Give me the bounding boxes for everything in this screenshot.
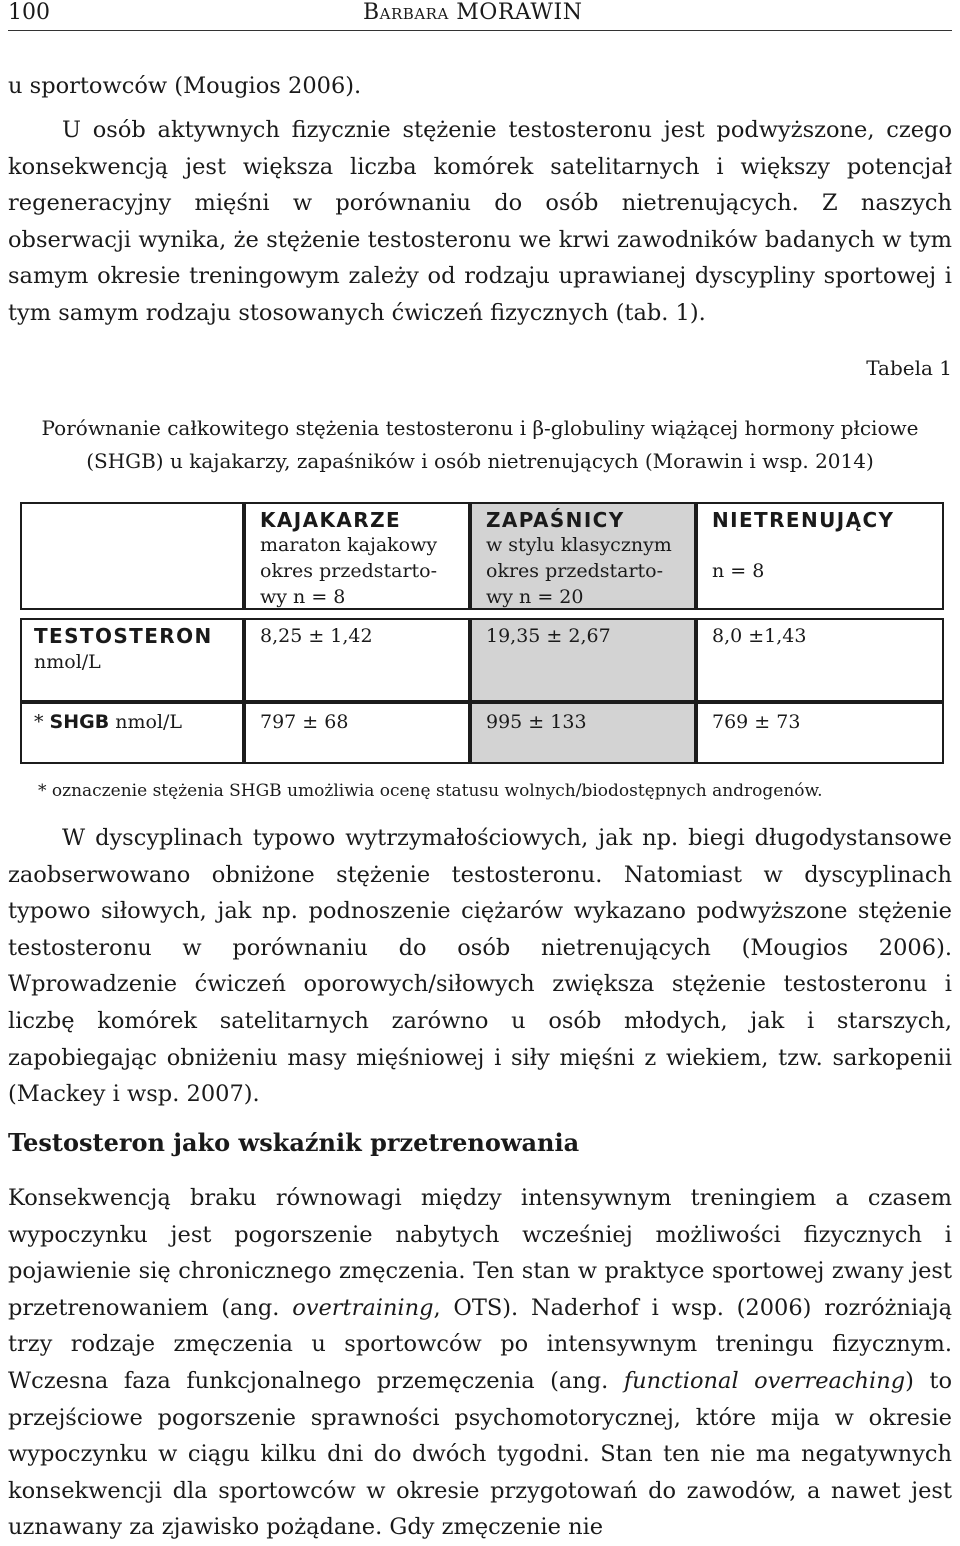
running-author: Barbara MORAWIN [363,0,583,25]
table-caption: Porównanie całkowitego stężenia testosteronu i β-globuliny wiążącej hormony płciowe (SHGB) u kajakarzy, zapaśników i osób nietrenujących (Morawin i wsp. 2014) [41,416,919,473]
column-detail: w stylu klasycznym [486,534,672,556]
table-footnote: * oznaczenie stężenia SHGB umożliwia ocenę statusu wolnych/biodostępnych androgenów. [38,781,823,801]
table-corner-cell [20,502,244,610]
table-label: Tabela 1 [866,356,952,380]
section-paragraph [8,1180,952,1546]
row-label-shgb-text: SHGB [49,711,110,733]
intro-continuation: u sportowców (Mougios 2006). [8,73,362,99]
shgb-value-kajakarze: 797 ± 68 [260,711,349,733]
testosteron-value-zapasnicy: 19,35 ± 2,67 [486,625,611,647]
term-overtraining: overtraining [292,1294,434,1321]
column-title-kajakarze: KAJAKARZE [260,508,402,532]
body-paragraph: W dyscyplinach typowo wytrzymałościowych, jak np. biegi długodystansowe zaobserwowano obniżone stężenie testosteronu. Natomiast w dyscyplinach typowo siłowych, jak np. podnoszenie ciężarów wykazano podwyższone stężenie testosteronu w porównaniu do osób nietrenujących (Mougios 2006). Wprowadzenie ćwiczeń oporowych/siłowych zwiększa stężenie testosteronu i liczbę komórek satelitarnych zarówno u osób młodych, jak i starszych, zapobiegając obniżeniu masy mięśniowej i siły mięśni z wiekiem, tzw. sarkopenii (Mackey i wsp. 2007). [8,825,952,1108]
shgb-value-zapasnicy: 995 ± 133 [486,711,587,733]
page-number: 100 [8,0,50,25]
column-title-nietrenujacy: NIETRENUJĄCY [712,508,895,532]
column-detail: wy n = 20 [486,586,584,608]
section-text: ) to przejściowe pogorszenie sprawności psychomotorycznej, które mija w okresie wypoczynku w ciągu kilku dni do dwóch tygodni. Stan ten nie ma negatywnych konsekwencji dla sportowców w okresie przygotowań do zawodów, a nawet jest uznawany za zjawisko pożądane. Gdy zmęczenie nie [8,1367,952,1541]
column-detail: n = 8 [712,560,765,582]
row-unit: nmol/L [34,651,101,673]
column-detail: maraton kajakowy [260,534,438,556]
intro-paragraph: U osób aktywnych fizycznie stężenie testosteronu jest podwyższone, czego konsekwencją jest większa liczba komórek satelitarnych i większy potencjał regeneracyjny mięśni w porównaniu do osób nietrenujących. Z naszych obserwacji wynika, że stężenie testosteronu we krwi zawodników badanych w tym samym okresie treningowym zależy od rodzaju uprawianej dyscypliny sportowej i tym samym rodzaju stosowanych ćwiczeń fizycznych (tab. 1). [8,117,952,326]
section-heading: Testosteron jako wskaźnik przetrenowania [8,1128,580,1157]
row-unit: nmol/L [109,711,183,733]
section-text: Konsekwencją braku równowagi między intensywnym treningiem a czasem wypoczynku jest pogorszenie nabytych wcześniej możliwości fizycznych i pojawienie się chronicznego zmęczenia. Ten stan w praktyce sportowej zwany jest przetrenowaniem (ang. [8,1185,952,1321]
row-label-testosteron: TESTOSTERON [34,624,213,648]
testosteron-value-kajakarze: 8,25 ± 1,42 [260,625,373,647]
footnote-marker: * [34,711,50,733]
results-table [20,502,944,764]
column-detail: okres przedstarto- [260,560,438,582]
testosteron-value-nietrenujacy: 8,0 ±1,43 [712,625,807,647]
column-title-zapasnicy: ZAPAŚNICY [486,508,625,532]
shgb-value-nietrenujacy: 769 ± 73 [712,711,801,733]
term-functional-overreaching: functional overreaching [623,1367,906,1394]
running-head [8,0,952,31]
section-text: , OTS). Naderhof i wsp. (2006) rozróżniają trzy rodzaje zmęczenia u sportowców po intensywnym treningu fizycznym. Wczesna faza funkcjonalnego przemęczenia (ang. [8,1294,952,1394]
column-detail: wy n = 8 [260,586,346,608]
column-detail: okres przedstarto- [486,560,664,582]
row-label-shgb [34,710,182,735]
